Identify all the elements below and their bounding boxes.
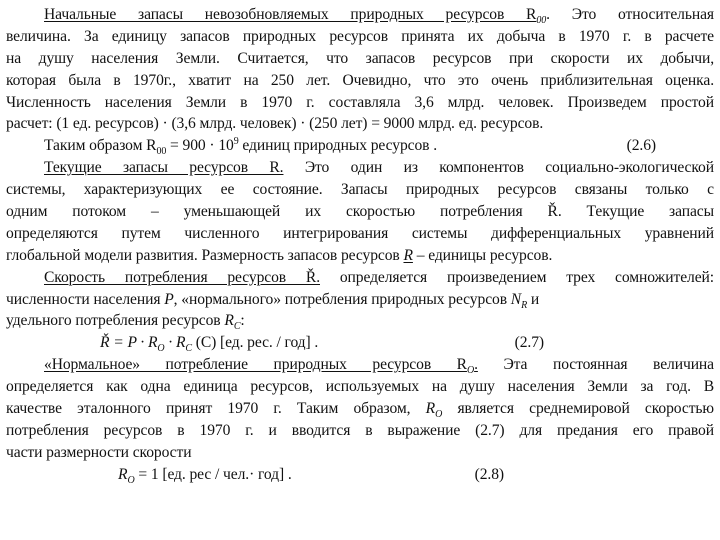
formula-2-7-number: (2.7) [514, 334, 544, 352]
subscript-00: 00 [536, 15, 547, 26]
formula-2-7 [6, 332, 714, 354]
paragraph2-line3: одним потоком – уменьшающей их скоростью потребления Ř. Текущие запасы [6, 203, 714, 221]
paragraph2-line4: определяются путем численного интегрирования системы дифференциальных уравнений [6, 224, 714, 242]
paragraph2-line5: глобальной модели развития. Размерность запасов ресурсов R – единицы ресурсов. [6, 246, 553, 264]
formula-2-7-expression: Ř = $P \cdot R_O \cdot R_C$ (C) [ед. рес. / год] . [100, 334, 319, 355]
paragraph1-line2: величина. За единицу запасов природных ресурсов принята их добыча в 1970 г. в расчете [6, 27, 714, 45]
term-normal-consumption: «Нормальное» потребление природных ресурсов $R_O$. [44, 356, 478, 377]
paragraph3-line3: удельного потребления ресурсов $R_C$: [6, 312, 245, 333]
formula-2-8 [6, 464, 714, 486]
paragraph4-line3: качестве эталонного принят 1970 г. Таким образом, $R_O$ является среднемировой скоростью [6, 400, 714, 420]
paragraph1-line3: на душу населения Земли. Считается, что запасов ресурсов при скорости их добычи, [6, 49, 714, 67]
paragraph1-line4: которая была в 1970г., хватит на 250 лет. Очевидно, что это очень приблизительная оценка. [6, 71, 714, 89]
paragraph4-line1: «Нормальное» потребление природных ресурсов $R_O$. Эта постоянная величина [44, 356, 714, 377]
paragraph1-line1: Начальные запасы невозобновляемых природных ресурсов $R_{00}$. Это относительная [44, 6, 714, 26]
paragraph4-line4: потребления ресурсов в 1970 г. и вводится в выражение (2.7) для предания его правой [6, 421, 714, 439]
term-initial-reserves: Начальные запасы невозобновляемых природных ресурсов $R_{00}$ [44, 6, 547, 26]
term-consumption-rate: Скорость потребления ресурсов Ř. [44, 268, 320, 286]
paragraph1-line6: расчет: (1 ед. ресурсов) · (3,6 млрд. человек) · (250 лет) = 9000 млрд. ед. ресурсов. [6, 115, 544, 133]
term-current-reserves: Текущие запасы ресурсов R. [44, 159, 284, 177]
paragraph2-line1: Текущие запасы ресурсов R. Это один из компонентов социально-экологической [44, 159, 714, 177]
paragraph3-line1: Скорость потребления ресурсов Ř. определяется произведением трех сомножителей: [44, 268, 714, 286]
formula-2-6-number: (2.6) [626, 137, 656, 155]
paragraph4-line2: определяется как одна единица ресурсов, используемых на душу населения Земли за год. В [6, 378, 714, 396]
formula-2-6-expression: Таким образом $R_{00} = 900 \cdot 10^9$ единиц природных ресурсов . [44, 136, 438, 158]
formula-2-8-expression: $R_O = 1$ [ед. рес / чел.· год] . [118, 465, 292, 486]
paragraph4-line5: части размерности скорости [6, 443, 192, 461]
formula-2-8-number: (2.8) [474, 465, 504, 483]
paragraph1-line5: Численность населения Земли в 1970 г. составляла 3,6 млрд. человек. Произведем простой [6, 93, 714, 111]
formula-2-6 [6, 135, 714, 157]
paragraph3-line2: численности населения P, «нормального» потребления природных ресурсов $N_R$ и [6, 290, 540, 311]
paragraph2-line2: системы, характеризующих ее состояние. Запасы природных ресурсов связаны только с [6, 181, 714, 199]
